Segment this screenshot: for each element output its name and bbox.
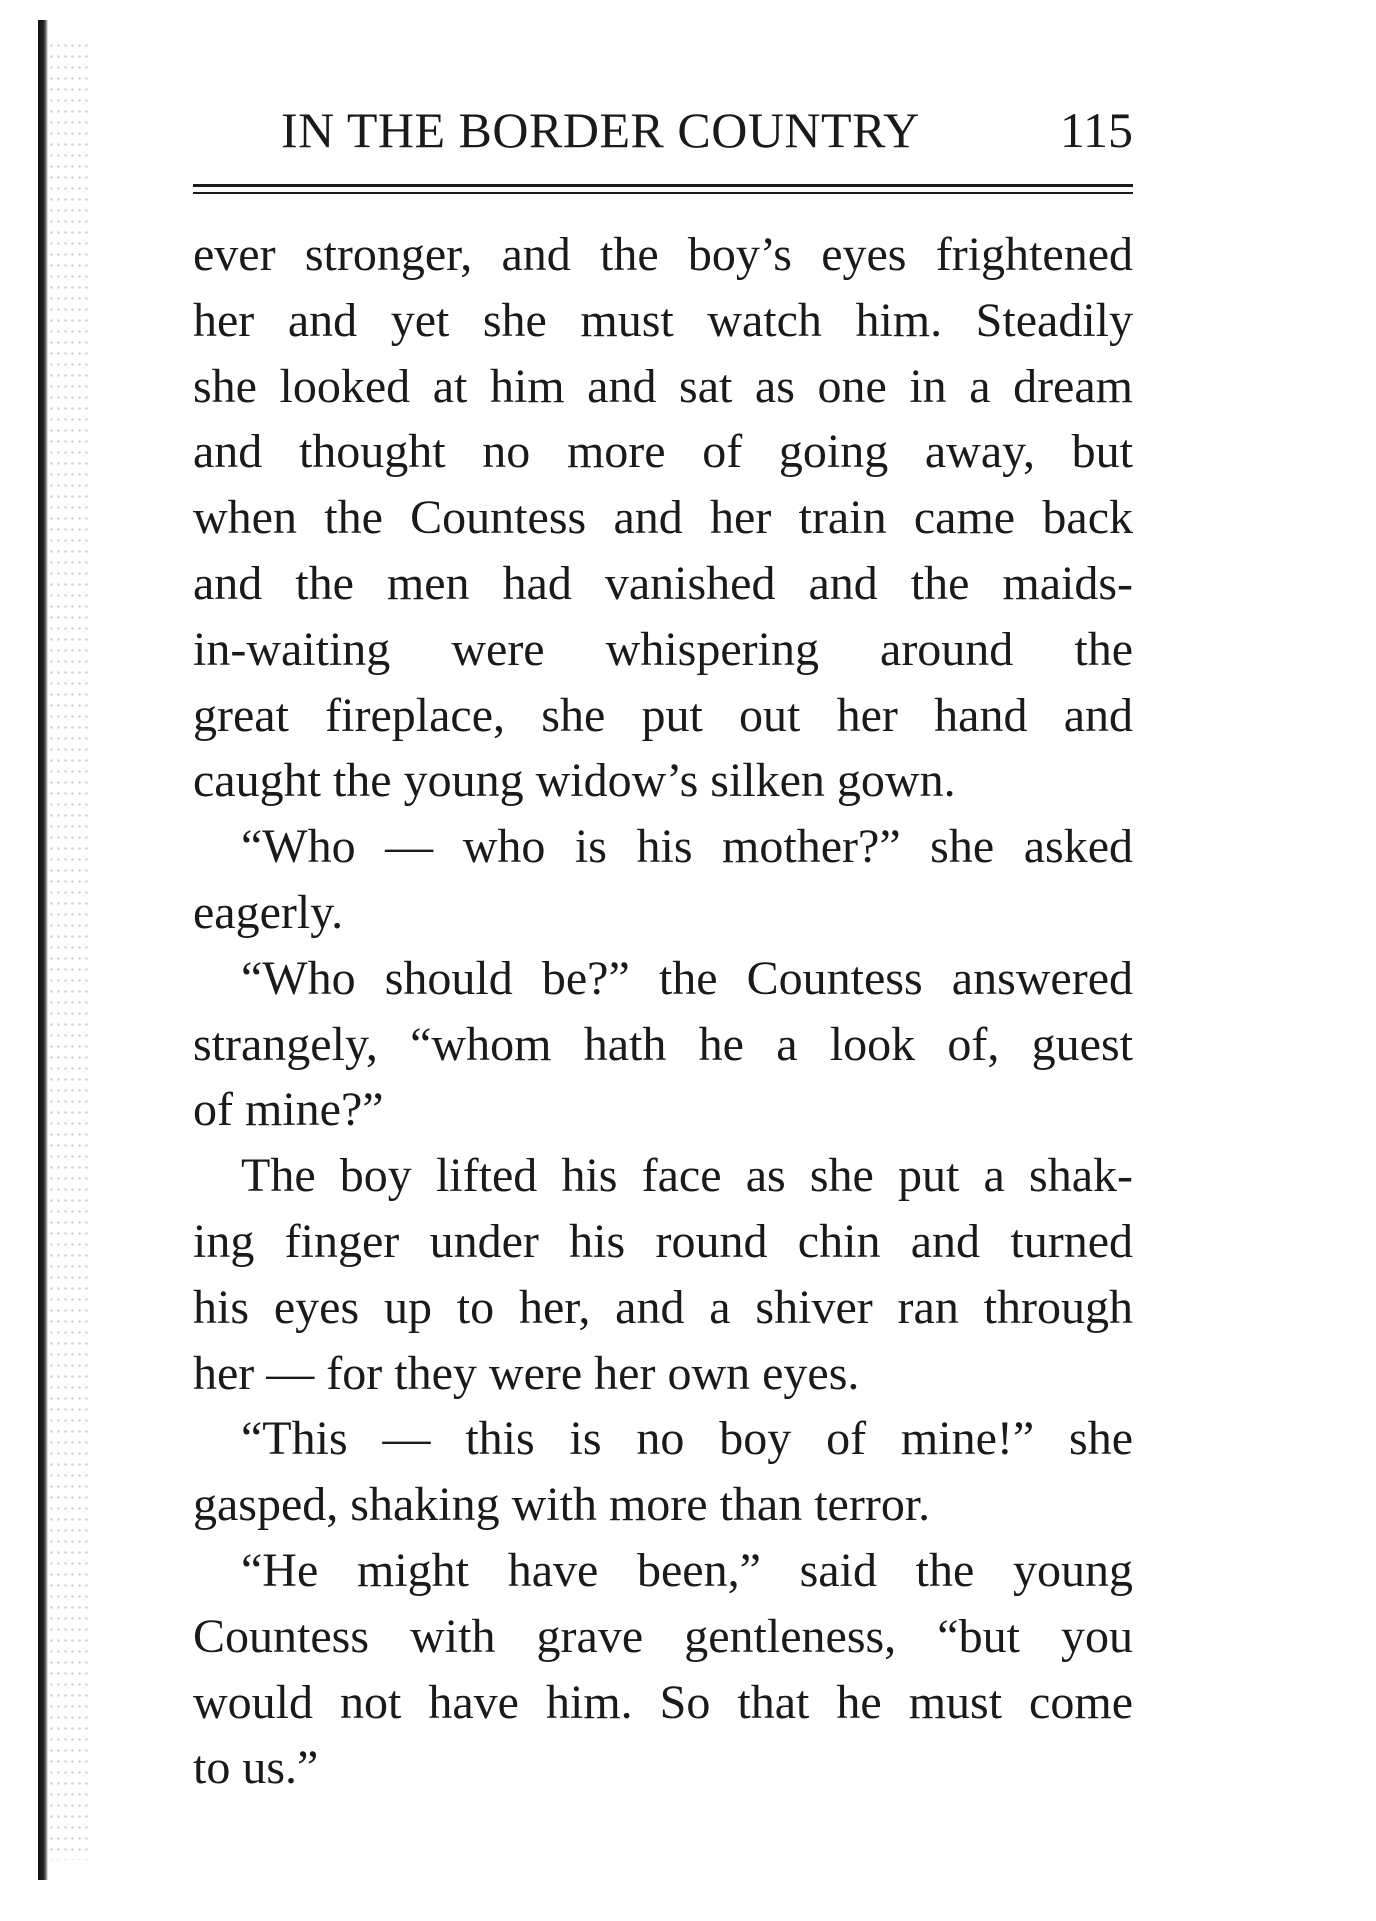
text-line: ing finger under his round chin and turned — [193, 1214, 1133, 1268]
text-line: “This — this is no boy of mine!” she — [241, 1412, 1133, 1466]
binding-edge — [38, 20, 48, 1880]
text-line: great fireplace, she put out her hand and — [193, 688, 1133, 742]
text-line: her — for they were her own eyes. — [193, 1346, 860, 1400]
text-line: and thought no more of going away, but — [193, 425, 1133, 479]
text-line: his eyes up to her, and a shiver ran through — [193, 1280, 1133, 1334]
binding-speckle — [48, 40, 88, 1860]
text-line: when the Countess and her train came back — [193, 491, 1133, 545]
text-line: to us.” — [193, 1741, 319, 1795]
header-rule-thick — [193, 184, 1133, 187]
running-title: IN THE BORDER COUNTRY — [281, 102, 920, 158]
book-page — [193, 100, 1133, 170]
text-line: The boy lifted his face as she put a shak- — [241, 1149, 1133, 1203]
text-line: would not have him. So that he must come — [193, 1675, 1133, 1729]
text-line: “Who should be?” the Countess answered — [241, 951, 1133, 1005]
text-line: strangely, “whom hath he a look of, guest — [193, 1017, 1133, 1071]
header-rule-thin — [193, 192, 1133, 194]
text-line: caught the young widow’s silken gown. — [193, 754, 956, 808]
text-line: “Who — who is his mother?” she asked — [241, 820, 1133, 874]
text-line: of mine?” — [193, 1083, 384, 1137]
text-line: and the men had vanished and the maids- — [193, 556, 1133, 610]
text-line: “He might have been,” said the young — [241, 1543, 1133, 1597]
text-line: Countess with grave gentleness, “but you — [193, 1609, 1133, 1663]
text-line: she looked at him and sat as one in a dream — [193, 359, 1133, 413]
text-line: gasped, shaking with more than terror. — [193, 1478, 931, 1532]
text-line: her and yet she must watch him. Steadily — [193, 293, 1133, 347]
page-number: 115 — [1059, 102, 1133, 158]
running-head — [193, 100, 1133, 170]
text-line: in-waiting were whispering around the — [193, 622, 1133, 676]
body-text — [193, 222, 1133, 1801]
text-line: eagerly. — [193, 885, 344, 939]
text-line: ever stronger, and the boy’s eyes frightened — [193, 228, 1133, 281]
